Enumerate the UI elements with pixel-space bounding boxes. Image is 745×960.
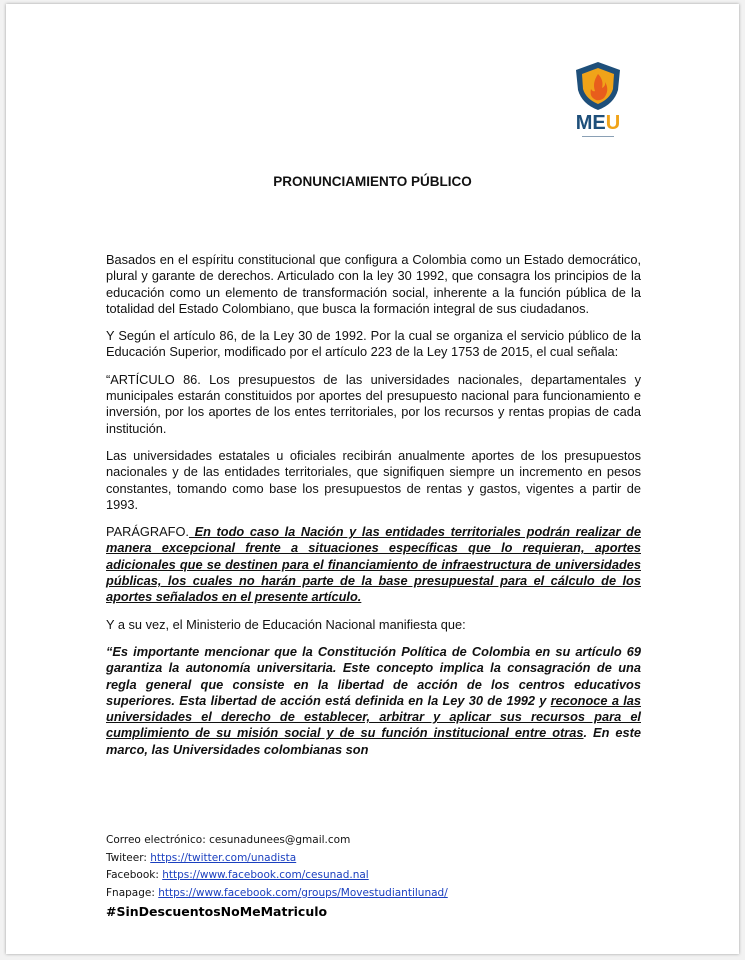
facebook-label: Facebook: (106, 869, 163, 881)
paragrafo-label: PARÁGRAFO. (106, 524, 189, 540)
fnapage-label: Fnapage: (106, 886, 159, 899)
facebook-link[interactable]: https://www.facebook.com/cesunad.nal (162, 869, 369, 881)
twitter-label: Twiteer: (106, 851, 151, 864)
document-title: PRONUNCIAMIENTO PÚBLICO (273, 174, 472, 189)
document-body (106, 252, 641, 769)
paragraph-state-universities: Las universidades estatales u oficiales recibirán anualmente aportes de los presupuestos nacionales y de las entidades territoriales, que signifiquen siempre un incremento en pesos constantes, tomando como base los presupuestos de rentas y gastos, vigentes a partir de 1993. (106, 447, 641, 512)
document-page (6, 4, 739, 954)
footer-twitter (106, 850, 641, 868)
meu-logo (568, 60, 628, 146)
paragraph-constitutional-basis: Basados en el espíritu constitucional que configura a Colombia como un Estado democrático, plural y garante de derechos. Articulado con la ley 30 1992, que consagra los principios de la educación como un elemento de transformación social, inherente a la función pública de la totalidad del Estado Colombiano, que busca la formación integral de sus ciudadanos. (106, 252, 641, 316)
twitter-link[interactable]: https://twitter.com/unadista (150, 851, 297, 864)
footer-email: Correo electrónico: cesunadunees@gmail.com (106, 834, 351, 846)
paragraph-paragrafo (106, 524, 641, 605)
ministry-quote-part-c: . En este marco, las Universidades colombianas son (106, 725, 641, 757)
paragrafo-emphasis: En todo caso la Nación y las entidades territoriales podrán realizar de manera excepcional frente a situaciones específicas que lo requieran, aportes adicionales que se destinen para el financiamiento de infraestructura de universidades públicas, los cuales no harán parte de la base presupuestal para el cálculo de los aportes señalados en el presente artículo. (106, 524, 641, 605)
ministry-quote-underlined: reconoce a las universidades el derecho de establecer, arbitrar y aplicar sus recursos para el cumplimiento de su misión social y de su función institucional entre otras (106, 692, 641, 741)
paragraph-article-86-quote: “ARTÍCULO 86. Los presupuestos de las universidades nacionales, departamentales y municipales estarán constituidos por aportes del presupuesto nacional para funcionamiento e inversión, por los aportes de los entes territoriales, por los recursos y rentas propias de cada institución. (106, 371, 641, 436)
footer-facebook (106, 867, 641, 885)
paragraph-ministry-quote (106, 644, 641, 758)
logo-wordmark: MEU (575, 112, 621, 134)
footer-fnapage (106, 885, 641, 903)
paragraph-ministry-intro: Y a su vez, el Ministerio de Educación Nacional manifiesta que: (106, 616, 466, 632)
logo-underline (582, 136, 614, 140)
paragraph-article-86-intro: Y Según el artículo 86, de la Ley 30 de 1992. Por la cual se organiza el servicio público de la Educación Superior, modificado por el artículo 223 de la Ley 1753 de 2015, el cual señala: (106, 328, 641, 360)
contact-footer (106, 832, 641, 922)
footer-hashtag: #SinDescuentosNoMeMatriculo (106, 904, 328, 919)
shield-icon (568, 60, 628, 112)
fnapage-link[interactable]: https://www.facebook.com/groups/Movestudiantilunad/ (158, 886, 448, 899)
ministry-quote-part-a: “Es importante mencionar que la Constitución Política de Colombia en su artículo 69 garantiza la autonomía universitaria. Este concepto implica la consagración de una regla general que consiste en la libertad de acción de los centros educativos superiores. Esta libertad de acción está definida en la Ley 30 de 1992 y (106, 643, 641, 708)
